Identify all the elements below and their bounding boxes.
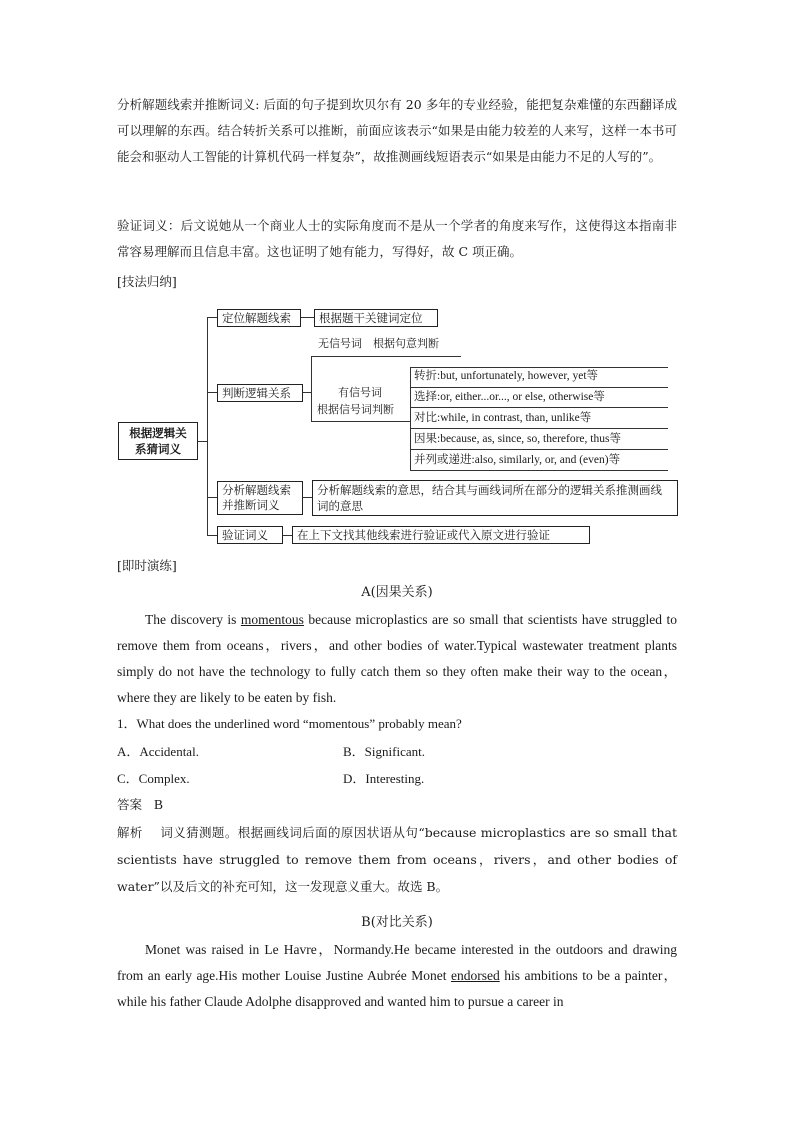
with-signal-judge: 根据信号词判断 <box>317 403 394 416</box>
branch-judge-logic: 判断逻辑关系 <box>217 384 303 402</box>
relation-choice: 选择:or, either...or..., or else, otherwise等 <box>414 391 605 403</box>
branch-analyze-clue-line2: 并推断词义 <box>222 498 280 512</box>
relation-comparison: 对比:while, in contrast, than, unlike等 <box>414 412 592 424</box>
summary-heading: [技法归纳] <box>117 274 177 289</box>
section-a-passage: The discovery is momentous because microplastics are so small that scientists have struggled to remove them from oceans，rivers，and other bodies of water.Typical wastewater treatment plants simply do not have the technology to fully catch them so they often make their way to the ocean，where they are likely to be eaten by fish. <box>117 612 677 705</box>
branch-verify: 验证词义 <box>217 526 283 544</box>
question-1: 1．What does the underlined word “momentous” probably mean? <box>117 716 462 731</box>
branch-locate-clue: 定位解题线索 <box>217 309 301 327</box>
relation-parallel: 并列或递进:also, similarly, or, and (even)等 <box>414 454 621 466</box>
practice-heading: [即时演练] <box>117 558 177 573</box>
underlined-word-momentous: momentous <box>240 612 304 627</box>
option-b: B．Significant. <box>343 744 425 759</box>
analysis-paragraph: 解析 词义猜测题。根据画线词后面的原因状语从句“because microplastics are so small that scientists have struggled to remove them from oceans，rivers，and other bodies of water”以及后文的补充可知，这一发现意义重大。故选 B。 <box>117 825 677 894</box>
answer-row <box>117 795 163 813</box>
option-d: D．Interesting. <box>343 771 425 786</box>
branch-locate-clue-detail: 根据题干关键词定位 <box>314 309 438 327</box>
no-signal-word: 无信号词 根据句意判断 <box>318 337 439 350</box>
branch-analyze-clue <box>217 481 303 515</box>
diagram-root: 根据逻辑关系猜词义 <box>118 422 198 460</box>
with-signal-word: 有信号词 <box>338 386 382 399</box>
answer-label: 答案 <box>117 797 143 812</box>
analysis-label: 解析 <box>117 825 143 840</box>
option-c: C．Complex. <box>117 771 190 786</box>
section-a-title: A(因果关系) <box>361 585 433 600</box>
underlined-word-endorsed: endorsed <box>450 968 500 983</box>
option-a: A．Accidental. <box>117 744 199 759</box>
intro-paragraph-2: 验证词义：后文说她从一个商业人士的实际角度而不是从一个学者的角度来写作，这使得这本指南非常容易理解而且信息丰富。这也证明了她有能力，写得好，故 C 项正确。 <box>117 218 677 259</box>
branch-analyze-clue-detail: 分析解题线索的意思，结合其与画线词所在部分的逻辑关系推测画线词的意思 <box>312 480 678 516</box>
relation-contrast-turn: 转折:but, unfortunately, however, yet等 <box>414 370 599 382</box>
answer-value: B <box>153 797 163 812</box>
section-b-title: B(对比关系) <box>361 915 433 930</box>
branch-verify-detail: 在上下文找其他线索进行验证或代入原文进行验证 <box>292 526 590 544</box>
branch-analyze-clue-line1: 分析解题线索 <box>222 483 291 497</box>
intro-paragraph-1: 分析解题线索并推断词义: 后面的句子提到坎贝尔有 20 多年的专业经验，能把复杂难懂的东西翻译成可以理解的东西。结合转折关系可以推断，前面应该表示“如果是由能力较差的人来写，这样一本书可能会和驱动人工智能的计算机代码一样复杂”，故推测画线短语表示“如果是由能力不足的人写的”。 <box>117 97 677 164</box>
relation-cause-effect: 因果:because, as, since, so, therefore, thus等 <box>414 433 621 445</box>
section-b-passage: Monet was raised in Le Havre，Normandy.He became interested in the outdoors and drawing from an early age.His mother Louise Justine Aubrée Monet endorsed his ambitions to be a painter，while his father Claude Adolphe disapproved and wanted him to pursue a career in <box>117 942 678 1009</box>
